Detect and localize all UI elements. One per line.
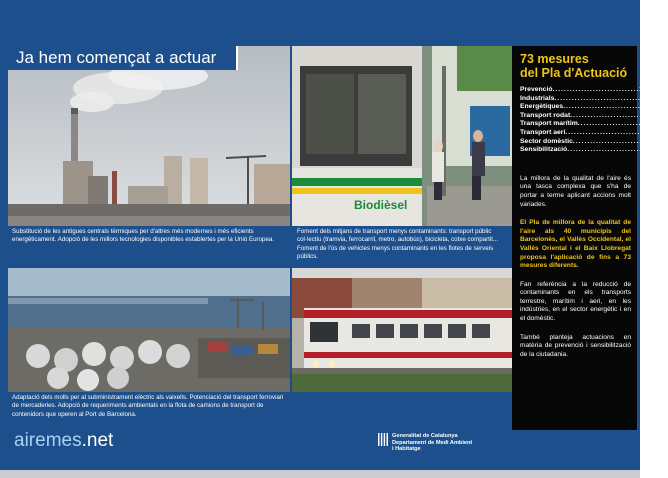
measure-row xyxy=(520,128,656,138)
brand-part-mes: mes xyxy=(45,430,82,451)
leader-dots: .............................. xyxy=(554,94,642,102)
bus-sign-text: Biodièsel xyxy=(354,198,408,212)
measure-count: 10 xyxy=(639,86,647,93)
port-photo xyxy=(8,268,290,392)
panel-title-line2: del Pla d'Actuació xyxy=(520,66,628,80)
measure-count: 27 xyxy=(641,94,649,102)
generalitat-logo xyxy=(378,433,472,453)
bottom-rule xyxy=(0,470,640,478)
page-title: Ja hem començat a actuar xyxy=(8,46,238,70)
train-photo xyxy=(292,268,512,392)
actions-paragraph: També planteja actuacions en matèria de prevenció i sensibilització de la ciutadania. xyxy=(520,333,631,358)
measure-count: 6 xyxy=(656,111,661,119)
airemes-logo xyxy=(14,430,113,452)
brand-part-net: .net xyxy=(81,430,114,451)
measure-count: 4 xyxy=(659,137,664,145)
intro-paragraph: La millora de la qualitat de l'aire és una tasca complexa que s'ha de portar a terme aplicant accions molt variades. xyxy=(520,174,631,208)
measure-name: Industrials xyxy=(520,94,555,102)
measure-count: 8 xyxy=(664,120,668,128)
leader-dots: .............................. xyxy=(570,111,657,119)
leader-dots: .............................. xyxy=(565,128,652,136)
measure-row xyxy=(520,94,649,104)
leader-dots: .............................. xyxy=(577,120,665,128)
gov-line-3: i Habitatge xyxy=(392,446,421,453)
measure-row xyxy=(520,137,664,147)
leader-dots: .............................. xyxy=(567,146,654,154)
measure-row xyxy=(520,120,668,129)
measure-name: Sector domèstic xyxy=(520,137,573,145)
panel-title xyxy=(512,46,637,80)
port-caption: Adaptació dels molls per al subministrament elèctric als vaixells. Potenciació del transport ferroviari de mercaderies. Adopció de requeriments ambientals en la flota de camions de transport de contenidors que operen al Port de Barcelona. xyxy=(12,394,284,418)
measure-row xyxy=(520,86,647,95)
measure-row xyxy=(520,146,662,155)
leader-dots: .............................. xyxy=(572,137,660,145)
brand-part-aire: aire xyxy=(14,430,46,451)
measure-name: Prevenció xyxy=(520,86,553,93)
plan-paragraph: El Pla de millora de la qualitat de l'aire als 40 municipis del Barcelonès, el Vallès Occidental, el Vallès Oriental i el Baix Llobregat proposa l'aplicació de fins a 73 mesures diferents. xyxy=(520,219,631,270)
measure-row xyxy=(520,111,661,121)
gov-line-1: Generalitat de Catalunya xyxy=(392,433,458,439)
measure-name: Energètiques xyxy=(520,103,564,111)
measure-count: 11 xyxy=(653,146,662,154)
measure-row xyxy=(520,103,654,112)
gov-line-2: Departament de Medi Ambient xyxy=(392,439,473,446)
measures-panel xyxy=(512,46,668,430)
power-plant-photo xyxy=(8,46,290,226)
reduction-paragraph: Fan referència a la reducció de contaminants en els transports terrestre, marítim i aeri, en les indústries, en el sector energètic i en el domèstic. xyxy=(520,280,631,323)
measure-count: 3 xyxy=(651,128,656,136)
measure-count: 4 xyxy=(649,103,654,111)
generalitat-emblem-icon xyxy=(378,433,388,446)
leader-dots: .............................. xyxy=(552,86,640,93)
leader-dots: .............................. xyxy=(563,103,650,111)
bus-photo xyxy=(292,46,512,226)
measures-list xyxy=(512,86,668,155)
measure-name: Transport marítim xyxy=(520,120,578,128)
measure-name: Sensibilització xyxy=(520,146,568,154)
measure-name: Transport rodat xyxy=(520,111,571,119)
panel-title-line1: 73 mesures xyxy=(520,52,589,66)
power-plant-caption: Substitució de les antigues centrals tèrmiques per d'altres més modernes i més eficients energèticament. Adopció de les millors tecnologies disponibles establertes per la Unió Europea. xyxy=(12,228,275,244)
transport-caption: Foment dels mitjans de transport menys contaminants: transport públic col·lectiu (tramvia, ferrocarril, metro, autobús), bicicleta, cotxe compartit... Foment de l'ús de vehicles menys contaminants en les flotes de serveis públics. xyxy=(297,228,499,261)
measure-name: Transport aeri xyxy=(520,128,566,136)
